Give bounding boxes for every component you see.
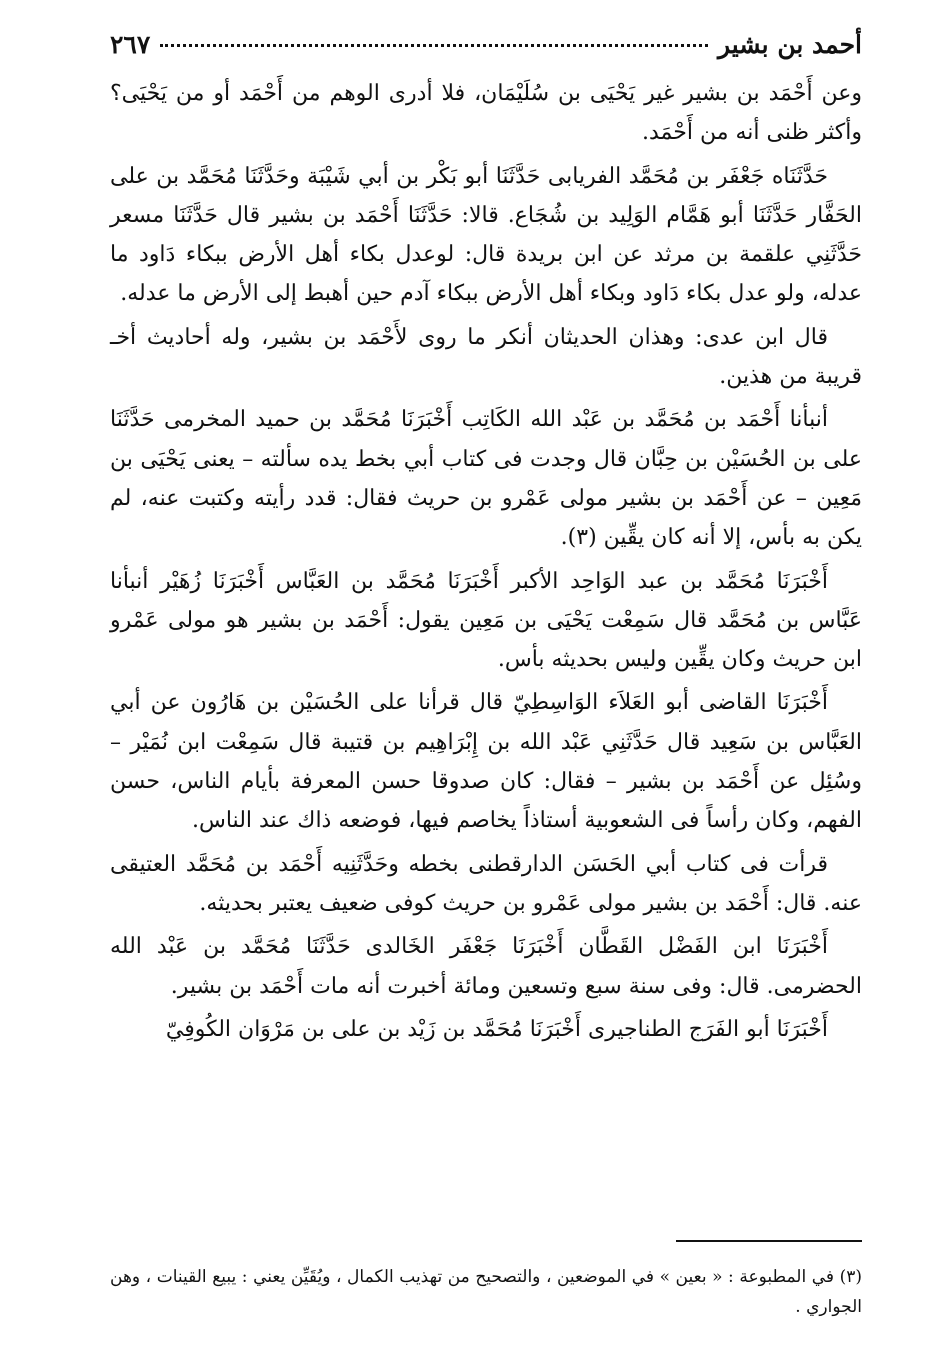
- paragraph: حَدَّثَنَاه جَعْفَر بن مُحَمَّد الفريابى حَدَّثَنَا أبو بَكْر بن أبي شَيْبَة وحَدَّثَنَا مُحَمَّد بن على الحَفَّار حَدَّثَنَا أبو هَمَّام الوَلِيد بن شُجَاع. قالا: حَدَّثَنَا أَحْمَد بن بشير قال حَدَّثَنَا مسعر حَدَّثَنِي علقمة بن مرثد عن ابن بريدة قال: لوعدل بكاء أهل الأرض ببكاء دَاود ما عدله، ولو عدل بكاء دَاود وبكاء أهل الأرض ببكاء آدم حين أهبط إلى الأرض ما عدله.: [110, 163, 862, 307]
- paragraph: أَخْبَرَنَا أبو الفَرَج الطناجيرى أَخْبَرَنَا مُحَمَّد بن زَيْد بن على بن مَرْوَان الكُوفِيّ: [165, 1016, 828, 1042]
- paragraph: وعن أَحْمَد بن بشير غير يَحْيَى بن سُلَيْمَان، فلا أدرى الوهم من أَحْمَد أو من يَحْيَى؟ وأكثر ظنى أنه من أَحْمَد.: [110, 81, 862, 146]
- paragraph: أَخْبَرَنَا مُحَمَّد بن عبد الوَاحِد الأكبر أَخْبَرَنَا مُحَمَّد بن العَبَّاس أَخْبَرَنَا زُهَيْر أنبأنا عَبَّاس بن مُحَمَّد قال سَمِعْت يَحْيَى بن مَعِين يقول: أَحْمَد بن بشير هو مولى عَمْرو ابن حريث وكان يقِّين وليس بحديثه بأس.: [110, 568, 862, 673]
- page-header: [110, 30, 862, 74]
- dotted-leader: [160, 44, 708, 47]
- paragraph: قرأت فى كتاب أبي الحَسَن الدارقطنى بخطه وحَدَّثَنِيه أَحْمَد بن مُحَمَّد العتيقى عنه. قال: أَحْمَد بن بشير مولى عَمْرو بن حريث كوفى ضعيف يعتبر بحديثه.: [110, 851, 862, 916]
- paragraph: أَخْبَرَنَا ابن الفَضْل القَطَّان أَخْبَرَنَا جَعْفَر الخَالدى حَدَّثَنَا مُحَمَّد بن عَبْد الله الحضرمى. قال: وفى سنة سبع وتسعين ومائة أخبرت أنه مات أَحْمَد بن بشير.: [110, 934, 862, 999]
- paragraph: أنبأنا أَحْمَد بن مُحَمَّد بن عَبْد الله الكَاتِب أَخْبَرَنَا مُحَمَّد بن حميد المخرمى حَدَّثَنَا على بن الحُسَيْن بن حِبَّان قال وجدت فى كتاب أبي بخط يده سألته – يعنى يَحْيَى بن مَعِين – عن أَحْمَد بن بشير مولى عَمْرو بن حريث فقال: قدد رأيته وكتبت عنه، لم يكن به بأس، إلا أنه كان يقِّين (٣).: [110, 407, 862, 551]
- paragraph: أَخْبَرَنَا القاضى أبو العَلاَء الوَاسِطِيّ قال قرأنا على الحُسَيْن بن هَارُون عن أبي العَبَّاس بن سَعِيد قال حَدَّثَنِي عَبْد الله بن إِبْرَاهِيم بن قتيبة قال سَمِعْت ابن نُمَيْر – وسُئِل عن أَحْمَد بن بشير – فقال: كان صدوقا حسن المعرفة بأيام الناس، حسن الفهم، وكان رأساً فى الشعوبية أستاذاً يخاصم فيها، فوضعه ذاك عند الناس.: [110, 690, 862, 834]
- footnote: (٣) في المطبوعة : « بعين » في الموضعين ، والتصحيح من تهذيب الكمال ، ويُقَيِّن يعني : يبيع القينات ، وهن الجواري .: [110, 1267, 862, 1317]
- running-title: أحمد بن بشير: [718, 30, 862, 59]
- paragraph: قال ابن عدى: وهذان الحديثان أنكر ما روى لأَحْمَد بن بشير، وله أحاديث أخـ قريبة من هذين.: [110, 324, 862, 390]
- footnote-separator: [676, 1240, 862, 1242]
- main-text: [110, 74, 862, 1049]
- page-number: ٢٦٧: [110, 30, 151, 59]
